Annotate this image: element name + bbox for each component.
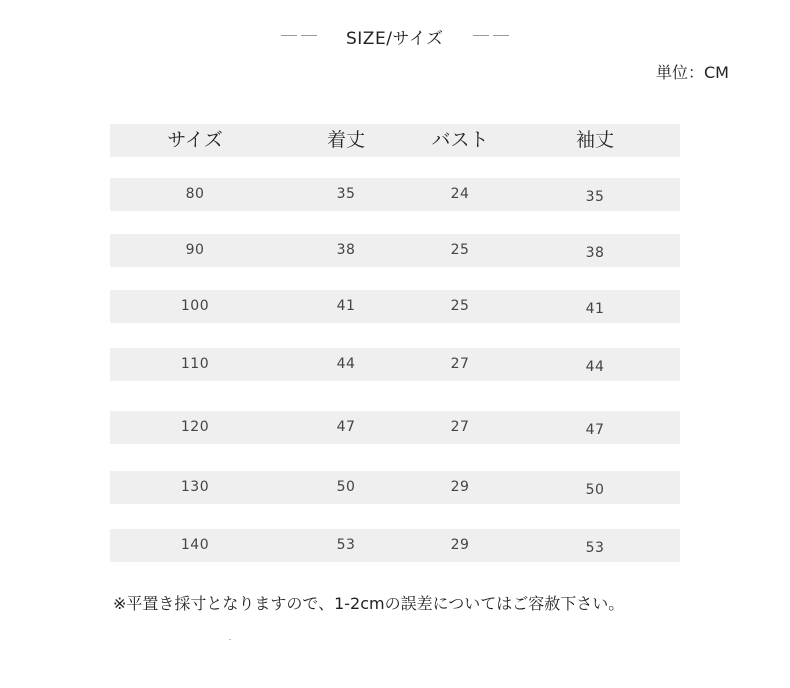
table-row xyxy=(110,234,680,267)
cell-sleeve: 44 xyxy=(585,359,605,375)
table-row xyxy=(110,178,680,211)
cell-sleeve: 47 xyxy=(585,422,605,438)
cell-length: 41 xyxy=(336,298,356,314)
table-header-row xyxy=(110,124,680,157)
header-sleeve: 袖丈 xyxy=(575,129,614,151)
title-dash-left xyxy=(301,35,317,36)
cell-size: 120 xyxy=(180,419,210,435)
page-title: SIZE/サイズ xyxy=(346,29,444,49)
cell-sleeve: 41 xyxy=(585,301,605,317)
cell-length: 47 xyxy=(336,419,356,435)
cell-bust: 27 xyxy=(450,356,470,372)
title-dash-left xyxy=(281,35,297,36)
cell-size: 130 xyxy=(180,479,210,495)
cell-sleeve: 50 xyxy=(585,482,605,498)
table-row xyxy=(110,529,680,562)
cell-length: 53 xyxy=(336,537,356,553)
cell-size: 90 xyxy=(185,242,205,258)
cell-length: 50 xyxy=(336,479,356,495)
table-row xyxy=(110,348,680,381)
cell-bust: 25 xyxy=(450,242,470,258)
table-row xyxy=(110,290,680,323)
cell-bust: 29 xyxy=(450,479,470,495)
cell-size: 110 xyxy=(180,356,210,372)
header-bust: バスト xyxy=(431,129,489,151)
title-dash-right xyxy=(473,35,489,36)
cell-length: 38 xyxy=(336,242,356,258)
cell-size: 140 xyxy=(180,537,210,553)
cell-size: 80 xyxy=(185,186,205,202)
title-dash-right xyxy=(493,35,509,36)
cell-sleeve: 38 xyxy=(585,245,605,261)
decorative-dot xyxy=(229,639,231,640)
title-bar xyxy=(0,22,790,48)
cell-sleeve: 35 xyxy=(585,189,605,205)
table-row xyxy=(110,411,680,444)
table-row xyxy=(110,471,680,504)
unit-label: 単位：CM xyxy=(656,63,729,82)
cell-size: 100 xyxy=(180,298,210,314)
cell-sleeve: 53 xyxy=(585,540,605,556)
cell-length: 44 xyxy=(336,356,356,372)
cell-bust: 27 xyxy=(450,419,470,435)
cell-bust: 24 xyxy=(450,186,470,202)
header-size: サイズ xyxy=(167,129,223,151)
header-length: 着丈 xyxy=(326,129,365,151)
cell-bust: 25 xyxy=(450,298,470,314)
cell-bust: 29 xyxy=(450,537,470,553)
cell-length: 35 xyxy=(336,186,356,202)
measurement-note: ※平置き採寸となりますので、1-2cmの誤差についてはご容赦下さい。 xyxy=(113,594,625,613)
